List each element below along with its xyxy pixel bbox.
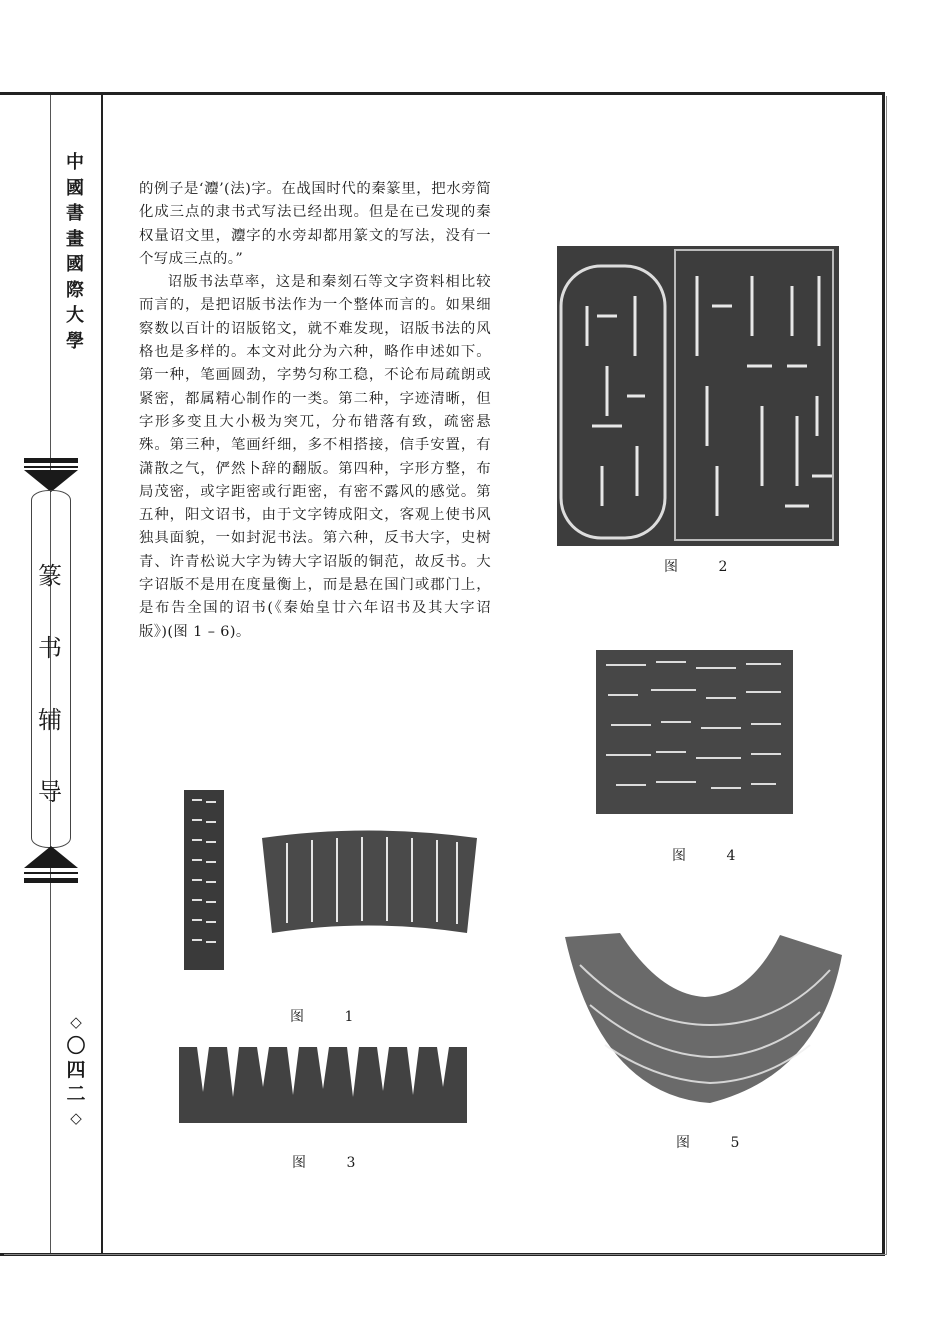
rubbing-texture xyxy=(560,925,845,1105)
rubbing-texture xyxy=(596,650,793,814)
ornament-chevron-top xyxy=(24,470,78,492)
rubbing-texture xyxy=(252,828,482,940)
ornament-band-top xyxy=(24,458,78,463)
figure-1-caption: 图 1 xyxy=(290,1009,372,1025)
figure-2-caption: 图 2 xyxy=(664,559,746,575)
publisher-vertical-title xyxy=(63,150,87,354)
rubbing-texture xyxy=(179,1047,467,1123)
section-char: 书 xyxy=(38,634,62,662)
section-char: 篆 xyxy=(38,562,62,590)
ornament-chevron-bottom xyxy=(24,846,78,868)
rubbing-texture xyxy=(184,790,224,970)
page-number-char: 四 xyxy=(66,1059,86,1081)
ornament-band-bottom-thin xyxy=(24,872,78,874)
figure-5-caption: 图 5 xyxy=(676,1135,758,1151)
figure-3-rubbing xyxy=(179,1047,467,1123)
article-body xyxy=(139,178,491,644)
figure-2-rubbing xyxy=(557,246,839,546)
section-char: 辅 xyxy=(38,706,62,734)
figure-5-rubbing xyxy=(560,925,845,1105)
title-char: 中 xyxy=(66,152,84,173)
paragraph: 的例子是‘灋’(法)字。在战国时代的秦篆里，把水旁简化成三点的隶书式写法已经出现。但是在已发现的秦权量诏文里，灋字的水旁却都用篆文的写法，没有一个写成三点的。” xyxy=(139,181,491,267)
page-number xyxy=(62,1010,90,1130)
figure-4-rubbing xyxy=(596,650,793,814)
ornament-band-bottom xyxy=(24,878,78,883)
section-name xyxy=(27,540,73,828)
diamond-icon: ◇ xyxy=(70,1013,82,1031)
title-char: 國 xyxy=(66,177,84,199)
title-char: 畫 xyxy=(66,228,84,250)
title-char: 書 xyxy=(66,203,84,224)
figure-3-caption: 图 3 xyxy=(292,1155,374,1171)
page-number-char: 〇 xyxy=(66,1035,86,1057)
paragraph: 诏版书法草率，这是和秦刻石等文字资料相比较而言的，是把诏版书法作为一个整体而言的。如果细察数以百计的诏版铭文，就不难发现，诏版书法的风格也是多样的。本文对此分为六种，略作申述如下。第一种，笔画圆劲，字势匀称工稳，不论布局疏朗或紧密，都属精心制作的一类。第二种，字迹清晰，但字形多变且大小极为突兀，分布错落有致，疏密悬殊。第三种，笔画纤细，多不相搭接，信手安置，有潇散之气，俨然卜辞的翻版。第四种，字形方整，布局茂密，或字距密或行距密，有密不露风的感觉。第五种，阳文诏书，由于文字铸成阳文，客观上使书风独具面貌，一如封泥书法。第六种，反书大字，史树青、许青松说大字为铸大字诏版的铜范，故反书。大字诏版不是用在度量衡上，而是悬在国门或郡门上，是布告全国的诏书(《秦始皇廿六年诏书及其大字诏版》)(图 1 – 6)。 xyxy=(139,274,491,640)
figure-1-rubbing-arc xyxy=(252,828,482,940)
diamond-icon: ◇ xyxy=(70,1109,82,1127)
figure-1-rubbing-strip xyxy=(184,790,224,970)
section-char: 导 xyxy=(38,778,62,806)
rubbing-texture xyxy=(557,246,839,546)
margin-rule-inner xyxy=(101,95,103,1253)
title-char: 大 xyxy=(66,305,84,326)
figure-4-caption: 图 4 xyxy=(672,848,754,864)
ornament-band-top-thin xyxy=(24,466,78,468)
title-char: 際 xyxy=(66,279,84,301)
title-char: 國 xyxy=(66,254,84,275)
page-number-char: 二 xyxy=(66,1083,86,1105)
title-char: 學 xyxy=(66,330,84,352)
